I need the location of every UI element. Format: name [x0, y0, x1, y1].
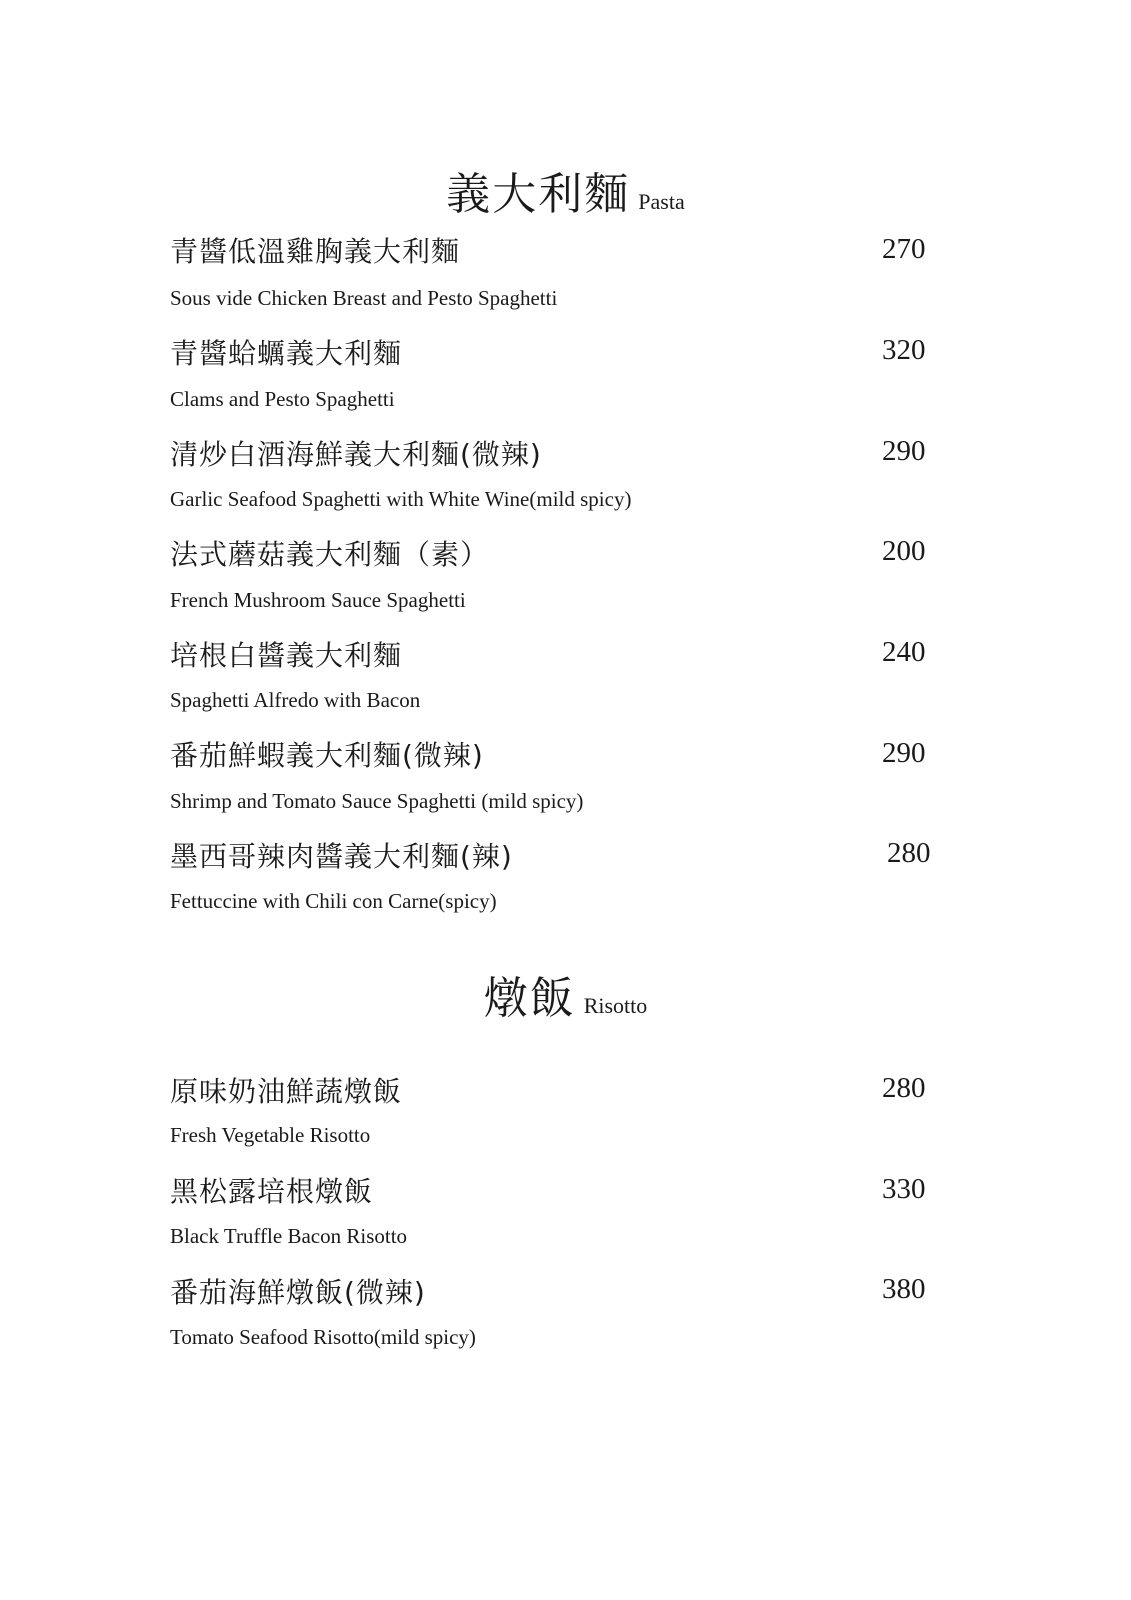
menu-item-price: 290: [882, 737, 926, 769]
menu-item-english-name: Clams and Pesto Spaghetti: [170, 387, 395, 411]
menu-item-name: 清炒白酒海鮮義大利麵(微辣): [170, 438, 542, 471]
menu-item-name: 原味奶油鮮蔬燉飯: [170, 1075, 403, 1108]
menu-item-price: 320: [882, 334, 926, 366]
menu-item-english-name: Tomato Seafood Risotto(mild spicy): [170, 1325, 476, 1349]
menu-item-price: 330: [882, 1173, 926, 1205]
menu-item-name: 番茄海鮮燉飯(微辣): [170, 1276, 426, 1309]
menu-item-name: 青醬低溫雞胸義大利麵: [170, 235, 461, 268]
menu-item-price: 270: [882, 233, 926, 265]
menu-item-name: 培根白醬義大利麵: [170, 639, 403, 672]
menu-item-name: 番茄鮮蝦義大利麵(微辣): [170, 739, 484, 772]
menu-item-price: 380: [882, 1273, 926, 1305]
menu-item-name: 黑松露培根燉飯: [170, 1175, 374, 1208]
pasta-title-en: Pasta: [638, 189, 685, 214]
menu-item-name: 青醬蛤蠣義大利麵: [170, 337, 403, 370]
menu-item-price: 200: [882, 535, 926, 567]
menu-item-price: 240: [882, 636, 926, 668]
menu-item-price: 280: [882, 1072, 926, 1104]
menu-item-english-name: Spaghetti Alfredo with Bacon: [170, 688, 421, 712]
menu-item-name: 墨西哥辣肉醬義大利麵(辣): [170, 840, 513, 873]
risotto-section-title: [0, 962, 1131, 1026]
menu-item-english-name: Fettuccine with Chili con Carne(spicy): [170, 889, 497, 913]
risotto-title-en: Risotto: [583, 993, 648, 1018]
menu-item-english-name: Shrimp and Tomato Sauce Spaghetti (mild spicy): [170, 789, 584, 813]
menu-item-price: 280: [887, 837, 931, 869]
pasta-title-zh: 義大利麵: [446, 169, 631, 220]
menu-item-english-name: French Mushroom Sauce Spaghetti: [170, 588, 466, 612]
menu-item-name: 法式蘑菇義大利麵（素）: [170, 538, 490, 571]
risotto-title-zh: 燉飯: [483, 973, 576, 1024]
menu-item-english-name: Sous vide Chicken Breast and Pesto Spaghetti: [170, 286, 558, 310]
menu-item-english-name: Garlic Seafood Spaghetti with White Wine(mild spicy): [170, 487, 632, 511]
menu-item-price: 290: [882, 435, 926, 467]
pasta-section-title: [0, 158, 1131, 222]
menu-item-english-name: Black Truffle Bacon Risotto: [170, 1224, 408, 1248]
menu-item-english-name: Fresh Vegetable Risotto: [170, 1123, 371, 1147]
